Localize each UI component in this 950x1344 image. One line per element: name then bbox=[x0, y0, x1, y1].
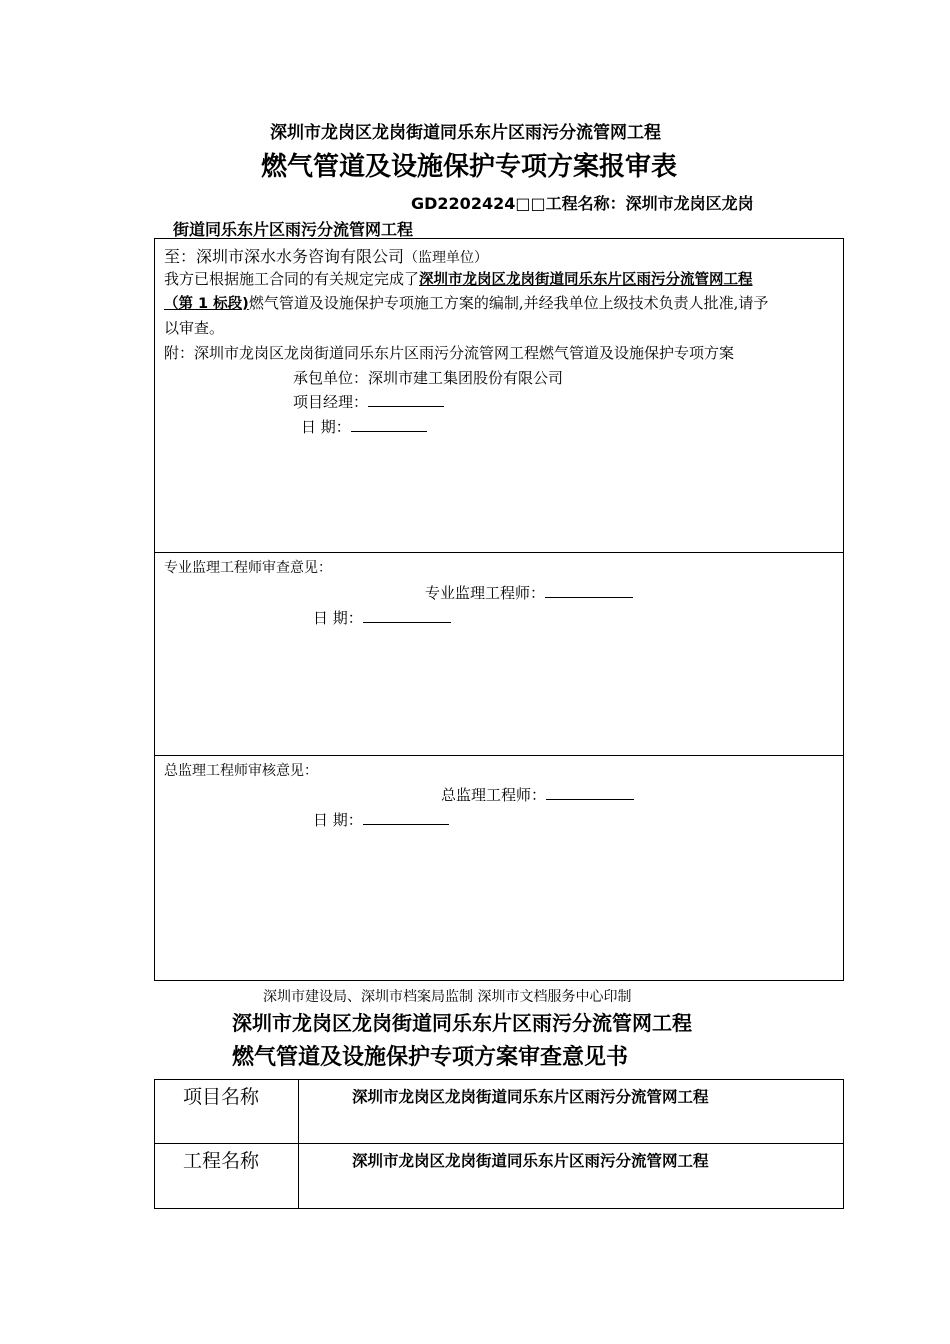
supervision-unit-name: 深圳市深水水务咨询有限公司 bbox=[196, 247, 405, 266]
project-manager-line bbox=[293, 391, 444, 412]
supervision-unit-suffix: （监理单位） bbox=[404, 250, 489, 266]
specialist-signer-line bbox=[425, 582, 633, 603]
date-label: 日 期： bbox=[301, 418, 351, 436]
chief-signature-blank[interactable] bbox=[546, 785, 634, 800]
date-line-1 bbox=[301, 416, 427, 437]
project-title: 深圳市龙岗区龙岗街道同乐东片区雨污分流管网工程 bbox=[270, 123, 661, 143]
attachment-line: 附：深圳市龙岗区龙岗街道同乐东片区雨污分流管网工程燃气管道及设施保护专项方案 bbox=[164, 344, 735, 362]
specialist-signature-blank[interactable] bbox=[545, 583, 633, 598]
column-divider bbox=[298, 1079, 299, 1209]
body-prefix: 我方已根据施工合同的有关规定完成了 bbox=[164, 270, 420, 288]
addressee-line bbox=[164, 244, 488, 267]
body-rest: 燃气管道及设施保护专项施工方案的编制,并经我单位上级技术负责人批准,请予 bbox=[248, 294, 769, 312]
body-line-3: 以审查。 bbox=[164, 319, 225, 337]
footer-note: 深圳市建设局、深圳市档案局监制 深圳市文档服务中心印制 bbox=[263, 989, 632, 1005]
section-divider bbox=[154, 755, 844, 756]
project-manager-signature-blank[interactable] bbox=[368, 392, 444, 407]
opinion-title-line2: 燃气管道及设施保护专项方案审查意见书 bbox=[232, 1045, 629, 1070]
specialist-signer-label: 专业监理工程师： bbox=[425, 584, 546, 602]
chief-review-heading: 总监理工程师审核意见： bbox=[164, 763, 318, 779]
row-label-engineering-name: 工程名称 bbox=[183, 1150, 260, 1172]
opinion-title-line1: 深圳市龙岗区龙岗街道同乐东片区雨污分流管网工程 bbox=[232, 1011, 692, 1035]
body-line-2 bbox=[164, 292, 768, 313]
chief-signer-label: 总监理工程师： bbox=[441, 786, 547, 804]
to-prefix: 至： bbox=[164, 247, 197, 266]
specialist-review-heading: 专业监理工程师审查意见： bbox=[164, 560, 332, 576]
contractor-label: 承包单位： bbox=[293, 369, 369, 387]
body-section: （第 1 标段) bbox=[164, 296, 249, 312]
project-manager-label: 项目经理： bbox=[293, 393, 369, 411]
contractor-value: 深圳市建工集团股份有限公司 bbox=[368, 369, 564, 387]
date-blank[interactable] bbox=[363, 608, 451, 623]
chief-signer-line bbox=[441, 784, 634, 805]
row-value-project-name: 深圳市龙岗区龙岗街道同乐东片区雨污分流管网工程 bbox=[352, 1088, 709, 1106]
body-project-name: 深圳市龙岗区龙岗街道同乐东片区雨污分流管网工程 bbox=[419, 272, 753, 288]
code-line-cont: 街道同乐东片区雨污分流管网工程 bbox=[173, 220, 414, 239]
row-label-project-name: 项目名称 bbox=[183, 1086, 260, 1108]
date-blank[interactable] bbox=[363, 810, 449, 825]
contractor-line bbox=[293, 367, 563, 388]
section-divider bbox=[154, 552, 844, 553]
row-divider bbox=[154, 1143, 844, 1144]
date-label: 日 期： bbox=[313, 811, 363, 829]
date-line-2 bbox=[313, 607, 451, 628]
body-line-1 bbox=[164, 268, 753, 289]
code-line: GD2202424□□工程名称：深圳市龙岗区龙岗 bbox=[411, 194, 754, 213]
form-title: 燃气管道及设施保护专项方案报审表 bbox=[261, 152, 678, 182]
row-value-engineering-name: 深圳市龙岗区龙岗街道同乐东片区雨污分流管网工程 bbox=[352, 1152, 709, 1170]
date-line-3 bbox=[313, 809, 449, 830]
date-blank[interactable] bbox=[351, 417, 427, 432]
date-label: 日 期： bbox=[313, 609, 363, 627]
